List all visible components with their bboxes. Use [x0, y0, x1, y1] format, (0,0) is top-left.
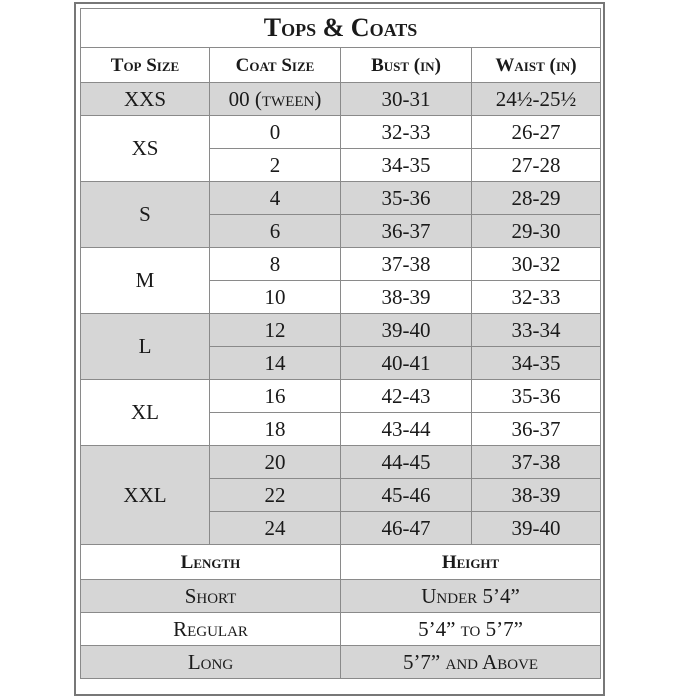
length-row: [81, 580, 601, 613]
waist-cell: 26-27: [472, 116, 601, 149]
size-row: [81, 248, 601, 281]
top-size-cell: L: [81, 314, 210, 380]
waist-cell: 30-32: [472, 248, 601, 281]
height-cell: Under 5’4”: [341, 580, 601, 613]
header-coat-size: Coat Size: [210, 48, 341, 83]
bust-cell: 38-39: [341, 281, 472, 314]
top-size-cell: M: [81, 248, 210, 314]
waist-cell: 29-30: [472, 215, 601, 248]
length-cell: Regular: [81, 613, 341, 646]
bust-cell: 37-38: [341, 248, 472, 281]
bust-cell: 45-46: [341, 479, 472, 512]
header-bust: Bust (in): [341, 48, 472, 83]
waist-cell: 33-34: [472, 314, 601, 347]
header-top-size: Top Size: [81, 48, 210, 83]
length-header-row: [81, 545, 601, 580]
length-cell: Short: [81, 580, 341, 613]
waist-cell: 37-38: [472, 446, 601, 479]
size-row: [81, 83, 601, 116]
waist-cell: 34-35: [472, 347, 601, 380]
waist-cell: 35-36: [472, 380, 601, 413]
bust-cell: 39-40: [341, 314, 472, 347]
bust-cell: 44-45: [341, 446, 472, 479]
size-row: [81, 314, 601, 347]
coat-size-cell: 8: [210, 248, 341, 281]
bust-cell: 35-36: [341, 182, 472, 215]
coat-size-cell: 14: [210, 347, 341, 380]
coat-size-cell: 22: [210, 479, 341, 512]
top-size-cell: XL: [81, 380, 210, 446]
top-size-cell: XXL: [81, 446, 210, 545]
coat-size-cell: 0: [210, 116, 341, 149]
size-row: [81, 116, 601, 149]
coat-size-cell: 24: [210, 512, 341, 545]
waist-cell: 27-28: [472, 149, 601, 182]
bust-cell: 36-37: [341, 215, 472, 248]
waist-cell: 28-29: [472, 182, 601, 215]
coat-size-cell: 6: [210, 215, 341, 248]
coat-size-cell: 2: [210, 149, 341, 182]
height-cell: 5’4” to 5’7”: [341, 613, 601, 646]
top-size-cell: XS: [81, 116, 210, 182]
size-row: [81, 446, 601, 479]
waist-cell: 36-37: [472, 413, 601, 446]
title-row: [81, 9, 601, 48]
bust-cell: 46-47: [341, 512, 472, 545]
bust-cell: 42-43: [341, 380, 472, 413]
waist-cell: 38-39: [472, 479, 601, 512]
size-row: [81, 380, 601, 413]
top-size-cell: XXS: [81, 83, 210, 116]
length-header: Length: [81, 545, 341, 580]
top-size-cell: S: [81, 182, 210, 248]
length-row: [81, 646, 601, 679]
header-row: [81, 48, 601, 83]
bust-cell: 40-41: [341, 347, 472, 380]
waist-cell: 32-33: [472, 281, 601, 314]
coat-size-cell: 10: [210, 281, 341, 314]
bust-cell: 43-44: [341, 413, 472, 446]
waist-cell: 39-40: [472, 512, 601, 545]
coat-size-cell: 18: [210, 413, 341, 446]
length-row: [81, 613, 601, 646]
size-chart-body: [81, 9, 601, 679]
length-cell: Long: [81, 646, 341, 679]
coat-size-cell: 16: [210, 380, 341, 413]
bust-cell: 34-35: [341, 149, 472, 182]
height-header: Height: [341, 545, 601, 580]
coat-size-cell: 12: [210, 314, 341, 347]
header-waist: Waist (in): [472, 48, 601, 83]
coat-size-cell: 4: [210, 182, 341, 215]
size-row: [81, 182, 601, 215]
bust-cell: 32-33: [341, 116, 472, 149]
chart-title: Tops & Coats: [81, 9, 601, 48]
height-cell: 5’7” and Above: [341, 646, 601, 679]
waist-cell: 24½-25½: [472, 83, 601, 116]
bust-cell: 30-31: [341, 83, 472, 116]
size-chart-table: [80, 8, 601, 679]
coat-size-cell: 00 (tween): [210, 83, 341, 116]
coat-size-cell: 20: [210, 446, 341, 479]
